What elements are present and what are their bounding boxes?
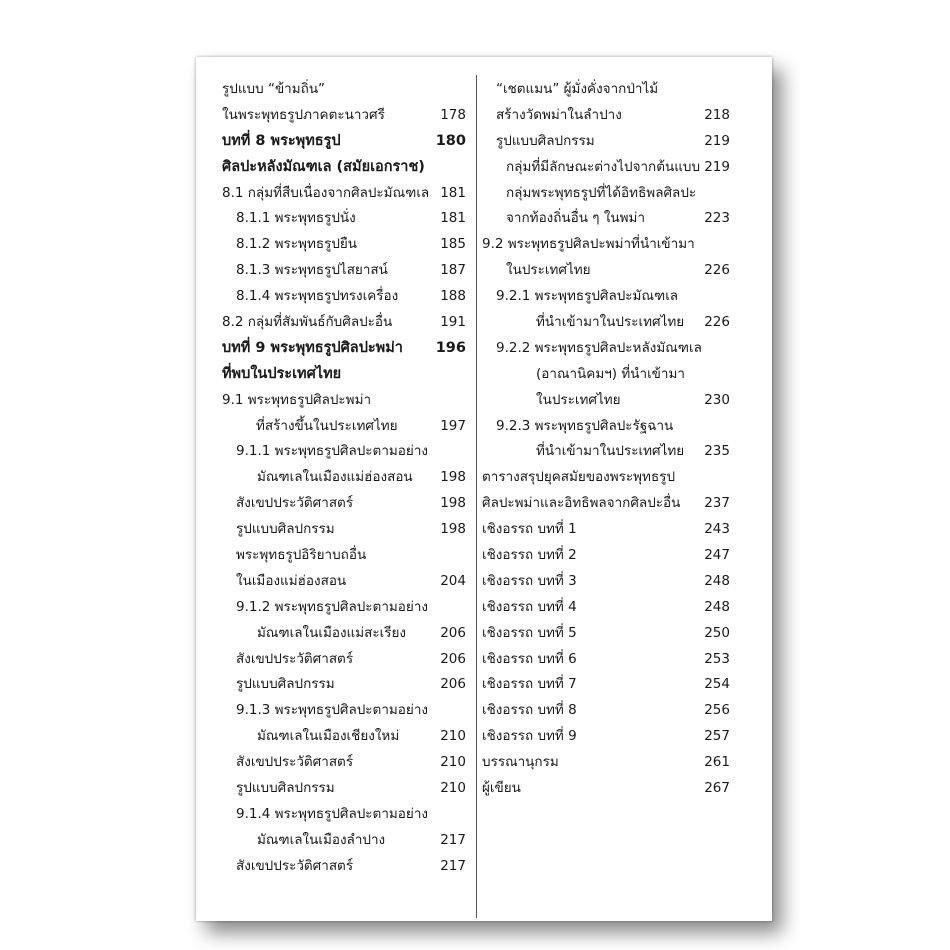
toc-entry-page: 210 — [440, 754, 466, 771]
toc-entry-page: 219 — [704, 158, 730, 175]
toc-entry — [482, 388, 730, 414]
toc-entry — [222, 77, 466, 103]
toc-entry — [222, 362, 466, 388]
toc-entry-text: ในประเทศไทย — [506, 262, 591, 279]
toc-entry-page: 235 — [704, 443, 730, 460]
toc-entry-text: ศิลปะหลังมัณฑเล (สมัยเอกราช) — [222, 158, 425, 175]
toc-entry-page: 226 — [704, 262, 730, 279]
toc-entry-text: เชิงอรรถ บทที่ 4 — [482, 598, 577, 615]
toc-entry-page: 198 — [440, 521, 466, 538]
toc-entry-text: มัณฑเลในเมืองเชียงใหม่ — [257, 728, 400, 745]
toc-entry-text: 8.1.3 พระพุทธรูปไสยาสน์ — [236, 262, 388, 279]
toc-entry — [482, 465, 730, 491]
toc-entry-text: ในพระพุทธรูปภาคตะนาวศรี — [222, 106, 385, 123]
toc-entry — [222, 284, 466, 310]
toc-entry-text: 8.1 กลุ่มที่สืบเนื่องจากศิลปะมัณฑเล — [222, 184, 430, 201]
toc-entry-text: ที่นำเข้ามาในประเทศไทย — [536, 314, 685, 331]
toc-entry-text: มัณฑเลในเมืองลำปาง — [257, 831, 386, 848]
toc-entry — [222, 698, 466, 724]
toc-entry-page: 204 — [440, 572, 466, 589]
toc-entry — [222, 336, 466, 362]
column-divider — [476, 75, 477, 918]
toc-entry-page: 247 — [704, 547, 730, 564]
toc-entry-text: สังเขปประวัติศาสตร์ — [236, 650, 354, 667]
toc-entry-text: บทที่ 8 พระพุทธรูป — [222, 132, 341, 149]
toc-entry-text: 8.1.4 พระพุทธรูปทรงเครื่อง — [236, 288, 399, 305]
toc-entry-text: ตารางสรุปยุคสมัยของพระพุทธรูป — [482, 469, 676, 486]
toc-entry-page: 256 — [704, 702, 730, 719]
toc-entry — [482, 569, 730, 595]
toc-entry — [482, 517, 730, 543]
toc-entry — [222, 465, 466, 491]
toc-entry-text: 9.1.1 พระพุทธรูปศิลปะตามอย่าง — [236, 443, 428, 460]
toc-entry — [482, 724, 730, 750]
toc-entry-text: ที่สร้างขึ้นในประเทศไทย — [256, 417, 398, 434]
toc-entry-text: ที่พบในประเทศไทย — [222, 365, 342, 382]
toc-entry-text: 9.1.4 พระพุทธรูปศิลปะตามอย่าง — [236, 805, 428, 822]
toc-entry — [222, 854, 466, 880]
toc-entry-text: ที่นำเข้ามาในประเทศไทย — [536, 443, 685, 460]
toc-entry — [222, 802, 466, 828]
toc-entry — [222, 129, 466, 155]
toc-entry — [482, 595, 730, 621]
toc-entry-text: พระพุทธรูปอิริยาบถอื่น — [236, 547, 367, 564]
toc-entry-page: 180 — [435, 132, 466, 149]
toc-entry-text: มัณฑเลในเมืองแม่สะเรียง — [257, 624, 407, 641]
toc-entry-text: จากท้องถิ่นอื่น ๆ ในพม่า — [506, 210, 646, 227]
toc-entry — [482, 155, 730, 181]
toc-entry — [482, 698, 730, 724]
toc-entry-text: รูปแบบศิลปกรรม — [236, 521, 335, 538]
toc-entry-page: 191 — [440, 314, 466, 331]
toc-entry — [222, 828, 466, 854]
toc-entry-text: (อาณานิคมฯ) ที่นำเข้ามา — [536, 365, 685, 382]
toc-entry — [222, 776, 466, 802]
toc-entry-page: 181 — [440, 210, 466, 227]
toc-entry — [482, 284, 730, 310]
toc-entry-text: รูปแบบศิลปกรรม — [496, 132, 595, 149]
toc-entry — [482, 491, 730, 517]
toc-entry-text: รูปแบบศิลปกรรม — [236, 676, 335, 693]
toc-entry-text: เชิงอรรถ บทที่ 5 — [482, 624, 577, 641]
toc-entry-text: กลุ่มพระพุทธรูปที่ได้อิทธิพลศิลปะ — [506, 184, 697, 201]
toc-entry — [482, 776, 730, 802]
toc-entry — [482, 103, 730, 129]
toc-entry-text: 9.2.3 พระพุทธรูปศิลปะรัฐฉาน — [496, 417, 674, 434]
toc-entry-page: 219 — [704, 132, 730, 149]
toc-entry-text: 9.2.1 พระพุทธรูปศิลปะมัณฑเล — [496, 288, 679, 305]
toc-entry-text: กลุ่มที่มีลักษณะต่างไปจากต้นแบบ — [506, 158, 701, 175]
toc-entry-text: 9.1.3 พระพุทธรูปศิลปะตามอย่าง — [236, 702, 428, 719]
toc-entry-text: 8.1.2 พระพุทธรูปยืน — [236, 236, 358, 253]
toc-entry-text: ผู้เขียน — [482, 780, 521, 797]
toc-entry-text: “เชตแมน” ผู้มั่งคั่งจากป่าไม้ — [496, 81, 659, 97]
toc-entry-text: ในเมืองแม่ฮ่องสอน — [236, 572, 347, 589]
toc-entry-page: 210 — [440, 728, 466, 745]
toc-entry — [482, 414, 730, 440]
toc-entry-text: บทที่ 9 พระพุทธรูปศิลปะพม่า — [222, 339, 403, 356]
toc-entry-text: เชิงอรรถ บทที่ 9 — [482, 728, 577, 745]
toc-entry — [222, 750, 466, 776]
toc-entry-page: 181 — [440, 184, 466, 201]
toc-entry — [482, 439, 730, 465]
toc-entry — [482, 181, 730, 207]
toc-entry — [482, 336, 730, 362]
toc-entry — [482, 232, 730, 258]
toc-entry-page: 254 — [704, 676, 730, 693]
toc-entry-text: เชิงอรรถ บทที่ 2 — [482, 547, 577, 564]
toc-entry — [482, 543, 730, 569]
toc-entry-page: 178 — [440, 106, 466, 123]
toc-entry-text: เชิงอรรถ บทที่ 3 — [482, 572, 577, 589]
toc-entry-text: 9.2 พระพุทธรูปศิลปะพม่าที่นำเข้ามา — [482, 236, 695, 253]
toc-entry-text: สังเขปประวัติศาสตร์ — [236, 754, 354, 771]
toc-entry-page: 243 — [704, 521, 730, 538]
toc-entry-page: 267 — [704, 780, 730, 797]
toc-entry-text: รูปแบบศิลปกรรม — [236, 780, 335, 797]
toc-entry — [222, 181, 466, 207]
toc-entry — [482, 206, 730, 232]
toc-right-column — [482, 77, 730, 802]
toc-entry-page: 237 — [704, 495, 730, 512]
toc-entry — [222, 206, 466, 232]
toc-entry-page: 206 — [440, 650, 466, 667]
toc-entry — [222, 103, 466, 129]
toc-entry-text: 9.1 พระพุทธรูปศิลปะพม่า — [222, 391, 372, 408]
toc-entry — [482, 750, 730, 776]
toc-entry — [222, 388, 466, 414]
toc-entry-text: 9.2.2 พระพุทธรูปศิลปะหลังมัณฑเล — [496, 339, 702, 356]
toc-entry — [222, 724, 466, 750]
toc-entry-text: เชิงอรรถ บทที่ 1 — [482, 521, 577, 538]
toc-entry-page: 257 — [704, 728, 730, 745]
toc-entry — [222, 232, 466, 258]
toc-entry-page: 217 — [440, 831, 466, 848]
toc-entry — [482, 621, 730, 647]
toc-entry-page: 248 — [704, 572, 730, 589]
toc-entry-text: ในประเทศไทย — [536, 391, 621, 408]
toc-entry-page: 188 — [440, 288, 466, 305]
toc-entry-text: เชิงอรรถ บทที่ 6 — [482, 650, 577, 667]
toc-entry-page: 248 — [704, 598, 730, 615]
toc-entry-page: 253 — [704, 650, 730, 667]
toc-entry-page: 223 — [704, 210, 730, 227]
toc-entry-text: 9.1.2 พระพุทธรูปศิลปะตามอย่าง — [236, 598, 428, 615]
toc-entry-text: เชิงอรรถ บทที่ 7 — [482, 676, 577, 693]
toc-entry — [222, 543, 466, 569]
toc-entry — [482, 77, 730, 103]
toc-entry-page: 250 — [704, 624, 730, 641]
toc-entry — [482, 362, 730, 388]
toc-left-column — [222, 77, 466, 880]
toc-entry-page: 198 — [440, 469, 466, 486]
toc-entry-page: 196 — [435, 339, 466, 356]
toc-entry-text: 8.2 กลุ่มที่สัมพันธ์กับศิลปะอื่น — [222, 314, 393, 331]
toc-entry-text: ศิลปะพม่าและอิทธิพลจากศิลปะอื่น — [482, 495, 681, 512]
toc-entry — [222, 258, 466, 284]
toc-entry — [482, 310, 730, 336]
toc-entry-page: 187 — [440, 262, 466, 279]
toc-entry — [222, 155, 466, 181]
toc-entry — [222, 595, 466, 621]
toc-entry-page: 198 — [440, 495, 466, 512]
toc-entry-text: มัณฑเลในเมืองแม่ฮ่องสอน — [257, 469, 413, 486]
toc-entry — [482, 129, 730, 155]
toc-entry — [482, 258, 730, 284]
toc-entry-page: 226 — [704, 314, 730, 331]
toc-entry-page: 217 — [440, 857, 466, 874]
toc-entry-page: 206 — [440, 624, 466, 641]
toc-entry-page: 261 — [704, 754, 730, 771]
toc-entry-text: สังเขปประวัติศาสตร์ — [236, 857, 354, 874]
toc-entry-text: บรรณานุกรม — [482, 754, 559, 771]
toc-entry — [222, 517, 466, 543]
toc-entry-page: 218 — [704, 106, 730, 123]
toc-entry — [222, 414, 466, 440]
toc-entry — [222, 672, 466, 698]
toc-entry — [222, 569, 466, 595]
toc-entry — [222, 621, 466, 647]
toc-entry-page: 185 — [440, 236, 466, 253]
toc-entry-page: 230 — [704, 391, 730, 408]
toc-entry — [482, 672, 730, 698]
toc-entry-text: สังเขปประวัติศาสตร์ — [236, 495, 354, 512]
toc-entry-page: 210 — [440, 780, 466, 797]
toc-entry — [222, 439, 466, 465]
toc-entry-text: เชิงอรรถ บทที่ 8 — [482, 702, 577, 719]
toc-entry-page: 206 — [440, 676, 466, 693]
toc-entry — [222, 491, 466, 517]
toc-entry-text: สร้างวัดพม่าในลำปาง — [496, 106, 622, 123]
toc-entry — [482, 647, 730, 673]
toc-entry — [222, 310, 466, 336]
toc-entry-text: รูปแบบ “ข้ามถิ่น” — [222, 81, 326, 97]
toc-entry — [222, 647, 466, 673]
toc-entry-text: 8.1.1 พระพุทธรูปนั่ง — [236, 210, 356, 227]
toc-entry-page: 197 — [440, 417, 466, 434]
